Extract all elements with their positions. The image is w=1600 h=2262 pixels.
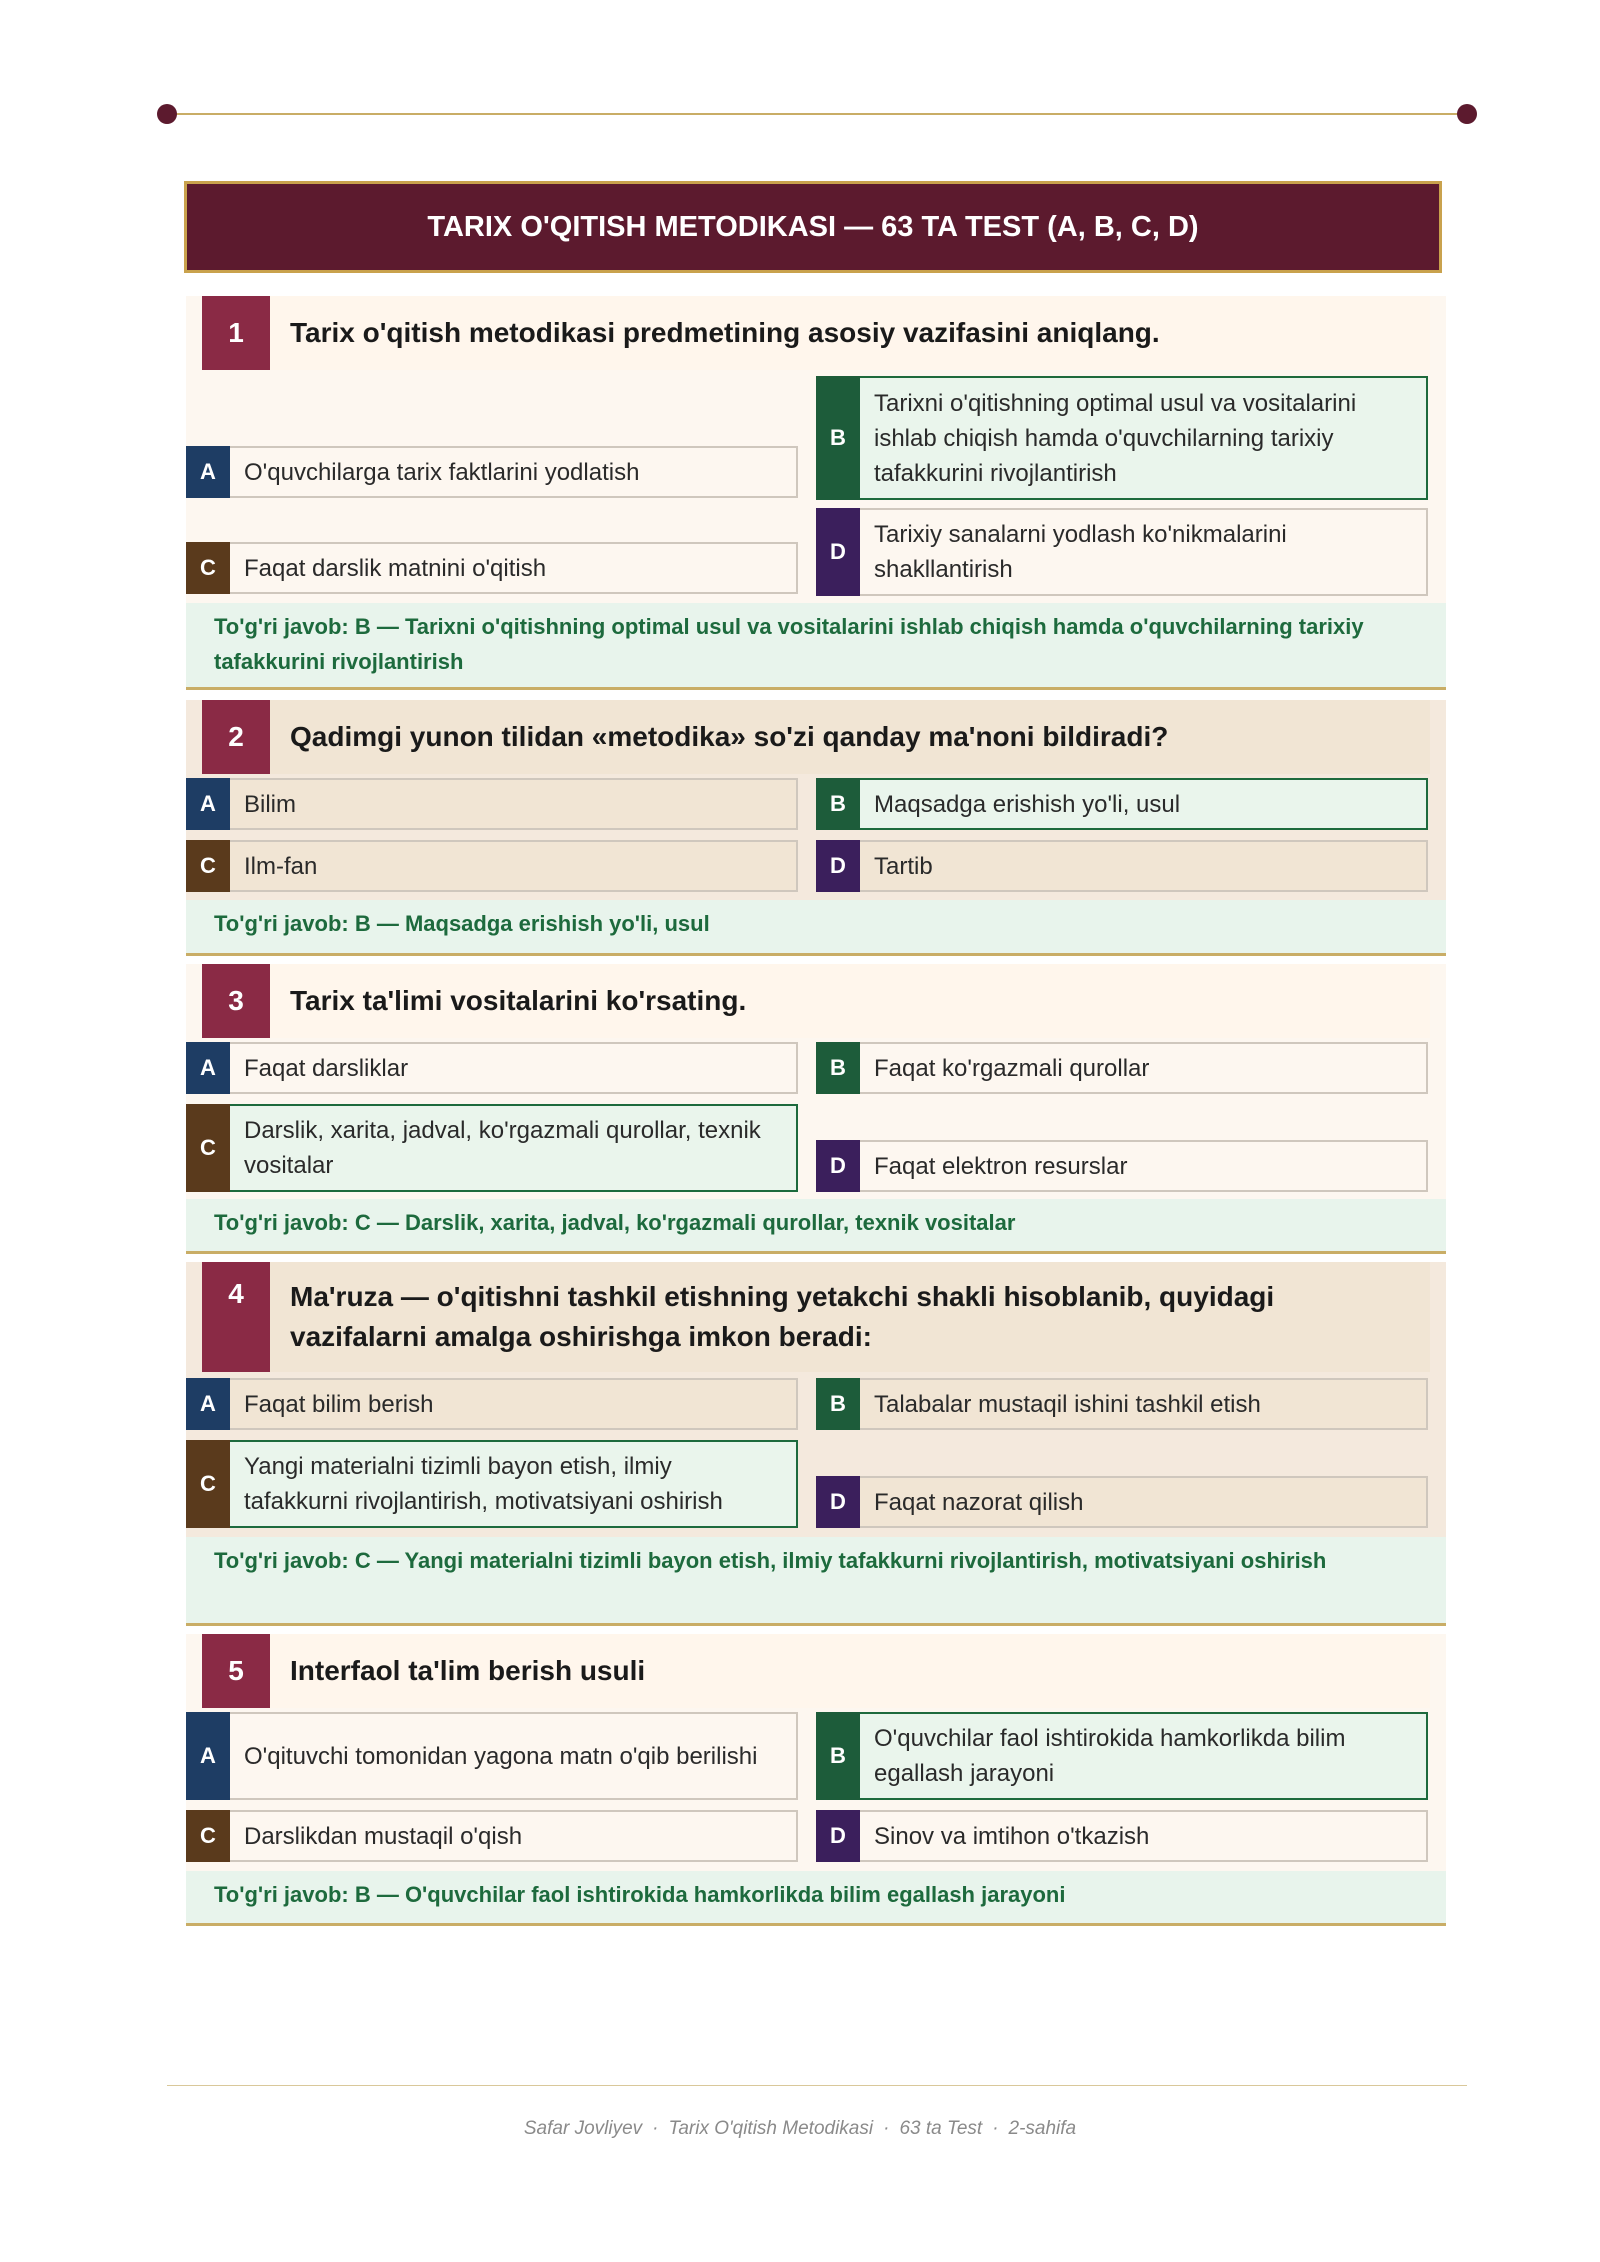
option-letter-d: D: [816, 840, 860, 892]
question-header: [202, 1634, 1430, 1708]
option-text: Faqat elektron resurslar: [874, 1152, 1128, 1180]
option-c[interactable]: [186, 840, 798, 892]
option-letter-a: A: [186, 1378, 230, 1430]
page-title: TARIX O'QITISH METODIKASI — 63 TA TEST (A, B, C, D): [184, 181, 1442, 273]
correct-answer: To'g'ri javob: B — Tarixni o'qitishning optimal usul va vositalarini ishlab chiqish hamda o'quvchilarning tarixiy tafakkurini rivojlantirish: [186, 603, 1446, 687]
option-text: O'quvchilar faol ishtirokida hamkorlikda bilim egallash jarayoni: [874, 1725, 1346, 1787]
option-letter-b: B: [816, 778, 860, 830]
option-text: Bilim: [244, 790, 296, 818]
option-letter-c: C: [186, 1810, 230, 1862]
option-d[interactable]: [816, 840, 1428, 892]
correct-answer: To'g'ri javob: C — Yangi materialni tizimli bayon etish, ilmiy tafakkurni rivojlantirish, motivatsiyani oshirish: [186, 1537, 1446, 1623]
option-letter-a: A: [186, 1712, 230, 1800]
question-block-4: [186, 1262, 1446, 1626]
option-text: O'qituvchi tomonidan yagona matn o'qib berilishi: [244, 1742, 758, 1770]
option-text: Tartib: [874, 852, 933, 880]
option-c-correct[interactable]: [186, 1440, 798, 1528]
footer-separator: ·: [883, 2118, 890, 2139]
question-block-1: [186, 296, 1446, 690]
question-text: Interfaol ta'lim berish usuli: [290, 1655, 646, 1686]
option-a[interactable]: [186, 446, 798, 498]
option-letter-a: A: [186, 446, 230, 498]
option-text: Faqat darslik matnini o'qitish: [244, 554, 547, 582]
top-divider: [167, 113, 1467, 115]
footer-separator: ·: [992, 2118, 999, 2139]
option-letter-c: C: [186, 1104, 230, 1192]
question-text: Tarix o'qitish metodikasi predmetining asosiy vazifasini aniqlang.: [290, 317, 1160, 348]
option-text: Ilm-fan: [244, 852, 318, 880]
option-text: Talabalar mustaqil ishini tashkil etish: [874, 1390, 1261, 1418]
option-d[interactable]: [816, 1810, 1428, 1862]
option-text: Tarixni o'qitishning optimal usul va vositalarini ishlab chiqish hamda o'quvchilarning tarixiy tafakkurini rivojlantirish: [874, 389, 1357, 487]
option-text: Darslik, xarita, jadval, ko'rgazmali qurollar, texnik vositalar: [244, 1117, 761, 1179]
option-d[interactable]: [816, 1476, 1428, 1528]
option-letter-c: C: [186, 1440, 230, 1528]
option-letter-d: D: [816, 508, 860, 596]
option-text: Faqat nazorat qilish: [874, 1488, 1084, 1516]
correct-answer: To'g'ri javob: B — Maqsadga erishish yo'li, usul: [186, 900, 1446, 953]
option-a[interactable]: [186, 778, 798, 830]
question-block-3: [186, 964, 1446, 1254]
question-header: [202, 1262, 1430, 1372]
footer-separator: ·: [652, 2118, 659, 2139]
option-letter-a: A: [186, 1042, 230, 1094]
option-text: Sinov va imtihon o'tkazish: [874, 1822, 1150, 1850]
option-letter-c: C: [186, 542, 230, 594]
option-b[interactable]: [816, 1042, 1428, 1094]
option-text: Maqsadga erishish yo'li, usul: [874, 790, 1181, 818]
footer-divider: [167, 2085, 1467, 2086]
divider-dot-right: [1457, 104, 1477, 124]
footer-page: 2-sahifa: [1008, 2118, 1077, 2139]
option-a[interactable]: [186, 1378, 798, 1430]
option-c[interactable]: [186, 542, 798, 594]
question-text: Ma'ruza — o'qitishni tashkil etishning yetakchi shakli hisoblanib, quyidagi vazifalarni amalga oshirishga imkon beradi:: [290, 1281, 1275, 1352]
option-b-correct[interactable]: [816, 1712, 1428, 1800]
option-letter-d: D: [816, 1810, 860, 1862]
option-a[interactable]: [186, 1042, 798, 1094]
question-block-2: [186, 700, 1446, 956]
option-text: Yangi materialni tizimli bayon etish, ilmiy tafakkurni rivojlantirish, motivatsiyani oshirish: [244, 1453, 723, 1515]
footer-subject: Tarix O'qitish Metodikasi: [668, 2118, 874, 2139]
option-c-correct[interactable]: [186, 1104, 798, 1192]
question-text: Tarix ta'limi vositalarini ko'rsating.: [290, 985, 747, 1016]
option-letter-d: D: [816, 1140, 860, 1192]
question-number: 1: [202, 296, 270, 370]
correct-answer: To'g'ri javob: B — O'quvchilar faol ishtirokida hamkorlikda bilim egallash jarayoni: [186, 1871, 1446, 1923]
question-number: 4: [202, 1262, 270, 1372]
option-b-correct[interactable]: [816, 778, 1428, 830]
option-b[interactable]: [816, 1378, 1428, 1430]
option-text: O'quvchilarga tarix faktlarini yodlatish: [244, 458, 640, 486]
question-number: 2: [202, 700, 270, 774]
option-d[interactable]: [816, 508, 1428, 596]
option-b-correct[interactable]: [816, 376, 1428, 500]
option-letter-b: B: [816, 1042, 860, 1094]
option-letter-b: B: [816, 1712, 860, 1800]
question-header: [202, 700, 1430, 774]
option-text: Faqat bilim berish: [244, 1390, 434, 1418]
option-text: Faqat darsliklar: [244, 1054, 409, 1082]
question-header: [202, 296, 1430, 370]
question-number: 3: [202, 964, 270, 1038]
option-text: Faqat ko'rgazmali qurollar: [874, 1054, 1150, 1082]
question-number: 5: [202, 1634, 270, 1708]
question-block-5: [186, 1634, 1446, 1926]
question-header: [202, 964, 1430, 1038]
option-a[interactable]: [186, 1712, 798, 1800]
footer-count: 63 ta Test: [899, 2118, 983, 2139]
divider-dot-left: [157, 104, 177, 124]
question-text: Qadimgi yunon tilidan «metodika» so'zi qanday ma'noni bildiradi?: [290, 721, 1169, 752]
footer-author: Safar Jovliyev: [523, 2118, 643, 2139]
option-letter-d: D: [816, 1476, 860, 1528]
option-text: Tarixiy sanalarni yodlash ko'nikmalarini shakllantirish: [874, 521, 1287, 583]
option-letter-c: C: [186, 840, 230, 892]
page-footer: [0, 2118, 1600, 2140]
option-letter-b: B: [816, 1378, 860, 1430]
option-c[interactable]: [186, 1810, 798, 1862]
option-d[interactable]: [816, 1140, 1428, 1192]
correct-answer: To'g'ri javob: C — Darslik, xarita, jadval, ko'rgazmali qurollar, texnik vositalar: [186, 1199, 1446, 1251]
option-text: Darslikdan mustaqil o'qish: [244, 1822, 523, 1850]
option-letter-b: B: [816, 376, 860, 500]
option-letter-a: A: [186, 778, 230, 830]
